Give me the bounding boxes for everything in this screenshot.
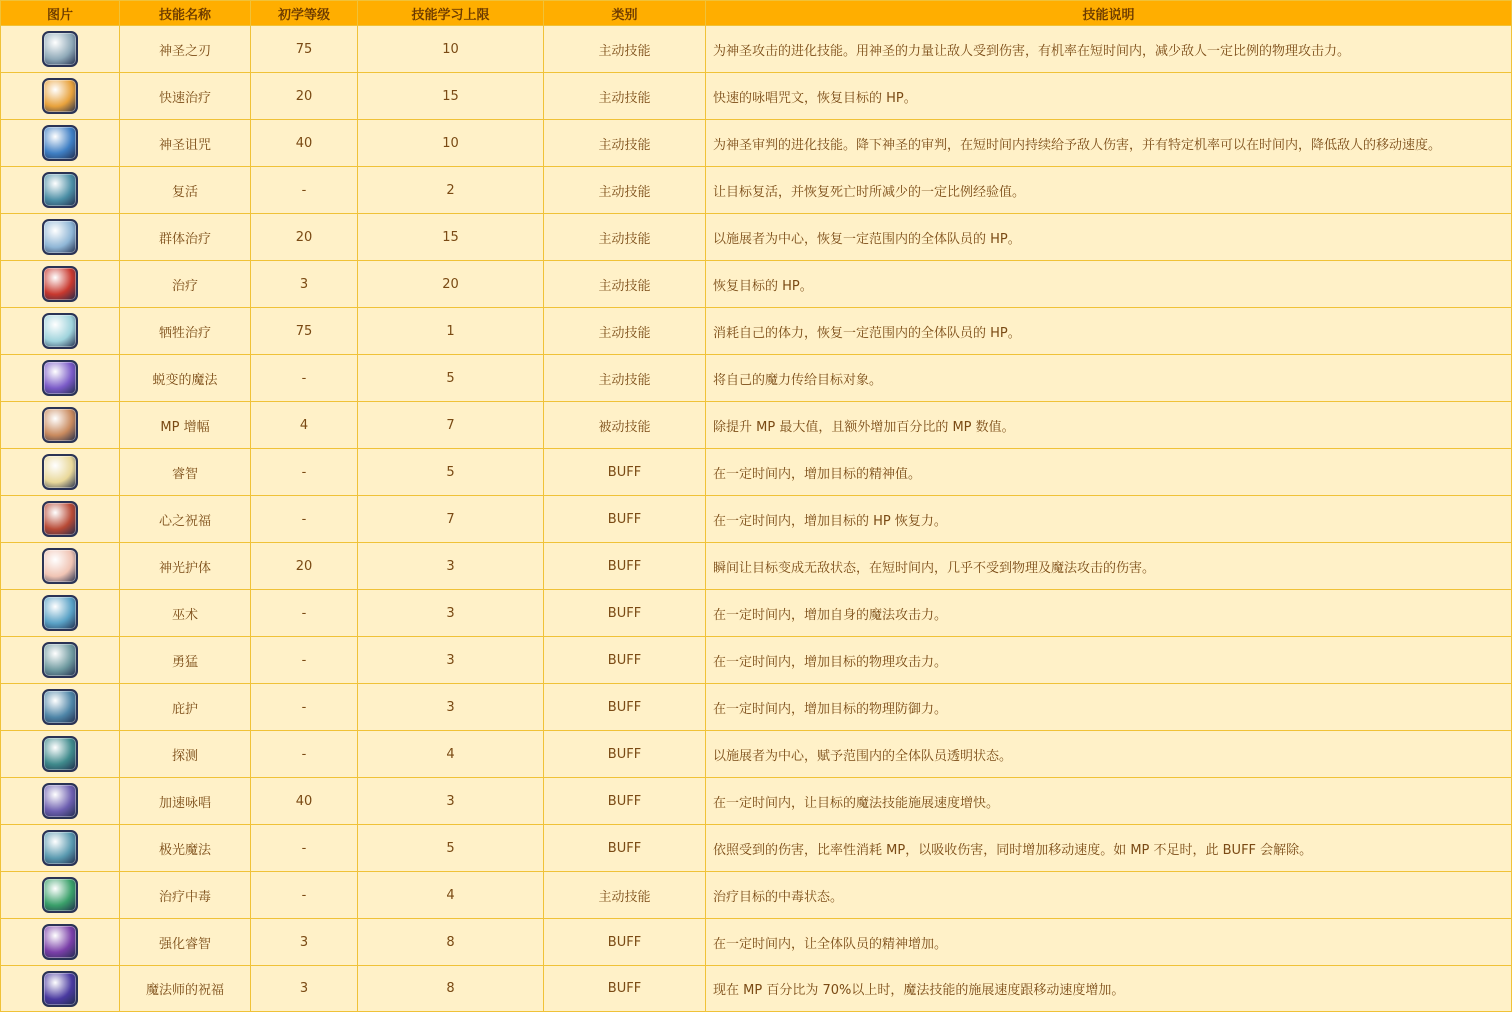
skill-max-level: 5: [358, 449, 544, 496]
skill-category: 主动技能: [544, 261, 706, 308]
group-heal-icon: [42, 219, 78, 255]
skill-max-level: 10: [358, 26, 544, 73]
skill-icon-cell: [1, 167, 120, 214]
skill-name: 魔法师的祝福: [120, 966, 251, 1012]
skill-icon-cell: [1, 214, 120, 261]
skill-description: 在一定时间内，让目标的魔法技能施展速度增快。: [706, 778, 1512, 825]
skill-icon-cell: [1, 355, 120, 402]
skill-max-level: 7: [358, 402, 544, 449]
table-row: [1, 26, 1512, 73]
skill-max-level: 15: [358, 214, 544, 261]
table-row: [1, 308, 1512, 355]
skill-start-level: 20: [251, 214, 358, 261]
table-row: [1, 966, 1512, 1012]
skill-description: 治疗目标的中毒状态。: [706, 872, 1512, 919]
skill-category: BUFF: [544, 919, 706, 966]
table-row: [1, 120, 1512, 167]
skill-description: 为神圣攻击的进化技能。用神圣的力量让敌人受到伤害，有机率在短时间内，减少敌人一定比例的物理攻击力。: [706, 26, 1512, 73]
skill-category: 主动技能: [544, 26, 706, 73]
table-row: [1, 919, 1512, 966]
skill-start-level: -: [251, 637, 358, 684]
skill-category: BUFF: [544, 590, 706, 637]
skill-name: 神圣诅咒: [120, 120, 251, 167]
skill-name: 巫术: [120, 590, 251, 637]
skill-max-level: 1: [358, 308, 544, 355]
skill-start-level: -: [251, 355, 358, 402]
skill-start-level: 40: [251, 778, 358, 825]
skill-start-level: 20: [251, 73, 358, 120]
table-row: [1, 825, 1512, 872]
skill-description: 以施展者为中心，恢复一定范围内的全体队员的 HP。: [706, 214, 1512, 261]
header-icon: 图片: [1, 1, 120, 26]
skill-icon-cell: [1, 966, 120, 1012]
table-row: [1, 449, 1512, 496]
skill-description: 瞬间让目标变成无敌状态，在短时间内，几乎不受到物理及魔法攻击的伤害。: [706, 543, 1512, 590]
skill-description: 现在 MP 百分比为 70%以上时，魔法技能的施展速度跟移动速度增加。: [706, 966, 1512, 1012]
skill-category: 主动技能: [544, 308, 706, 355]
skill-max-level: 5: [358, 355, 544, 402]
skill-name: MP 增幅: [120, 402, 251, 449]
skill-name: 快速治疗: [120, 73, 251, 120]
sorcery-icon: [42, 595, 78, 631]
mage-blessing-icon: [42, 971, 78, 1007]
skill-description: 快速的咏唱咒文，恢复目标的 HP。: [706, 73, 1512, 120]
skill-max-level: 5: [358, 825, 544, 872]
skill-start-level: 75: [251, 308, 358, 355]
skill-name: 极光魔法: [120, 825, 251, 872]
enhanced-wisdom-icon: [42, 924, 78, 960]
skill-category: BUFF: [544, 825, 706, 872]
skill-max-level: 7: [358, 496, 544, 543]
resurrect-icon: [42, 172, 78, 208]
skill-description: 在一定时间内，让全体队员的精神增加。: [706, 919, 1512, 966]
skill-icon-cell: [1, 261, 120, 308]
heal-icon: [42, 266, 78, 302]
skill-max-level: 3: [358, 684, 544, 731]
skill-max-level: 4: [358, 872, 544, 919]
skill-name: 蜕变的魔法: [120, 355, 251, 402]
skill-description: 让目标复活，并恢复死亡时所减少的一定比例经验值。: [706, 167, 1512, 214]
skill-icon-cell: [1, 872, 120, 919]
header-max-level: 技能学习上限: [358, 1, 544, 26]
cure-poison-icon: [42, 877, 78, 913]
skill-description: 为神圣审判的进化技能。降下神圣的审判，在短时间内持续给予敌人伤害，并有特定机率可以在时间内，降低敌人的移动速度。: [706, 120, 1512, 167]
skill-max-level: 10: [358, 120, 544, 167]
skill-description: 在一定时间内，增加目标的物理攻击力。: [706, 637, 1512, 684]
protection-icon: [42, 689, 78, 725]
skill-start-level: 20: [251, 543, 358, 590]
skill-description: 在一定时间内，增加目标的 HP 恢复力。: [706, 496, 1512, 543]
skill-start-level: -: [251, 590, 358, 637]
table-row: [1, 778, 1512, 825]
skill-name: 治疗: [120, 261, 251, 308]
skill-start-level: -: [251, 872, 358, 919]
skill-name: 牺牲治疗: [120, 308, 251, 355]
skill-start-level: 4: [251, 402, 358, 449]
wisdom-icon: [42, 454, 78, 490]
skill-icon-cell: [1, 825, 120, 872]
skill-icon-cell: [1, 731, 120, 778]
skill-category: BUFF: [544, 449, 706, 496]
skill-max-level: 8: [358, 966, 544, 1012]
skill-icon-cell: [1, 637, 120, 684]
skill-name: 探测: [120, 731, 251, 778]
skill-category: 主动技能: [544, 355, 706, 402]
skill-start-level: -: [251, 825, 358, 872]
skill-start-level: -: [251, 684, 358, 731]
skill-max-level: 3: [358, 543, 544, 590]
skill-icon-cell: [1, 496, 120, 543]
skill-category: BUFF: [544, 966, 706, 1012]
skill-start-level: -: [251, 449, 358, 496]
table-row: [1, 590, 1512, 637]
skill-name: 群体治疗: [120, 214, 251, 261]
skill-icon-cell: [1, 919, 120, 966]
skill-category: BUFF: [544, 543, 706, 590]
quick-heal-icon: [42, 78, 78, 114]
skill-max-level: 4: [358, 731, 544, 778]
skill-icon-cell: [1, 684, 120, 731]
skill-start-level: -: [251, 496, 358, 543]
skill-category: 被动技能: [544, 402, 706, 449]
skill-name: 强化睿智: [120, 919, 251, 966]
header-category: 类别: [544, 1, 706, 26]
skill-category: 主动技能: [544, 73, 706, 120]
table-row: [1, 872, 1512, 919]
skill-category: BUFF: [544, 778, 706, 825]
mp-boost-icon: [42, 407, 78, 443]
skill-max-level: 2: [358, 167, 544, 214]
bravery-icon: [42, 642, 78, 678]
table-header-row: [1, 1, 1512, 26]
skill-category: 主动技能: [544, 120, 706, 167]
skill-name: 复活: [120, 167, 251, 214]
skull-curse-icon: [42, 125, 78, 161]
skill-description: 消耗自己的体力，恢复一定范围内的全体队员的 HP。: [706, 308, 1512, 355]
aurora-magic-icon: [42, 830, 78, 866]
table-row: [1, 543, 1512, 590]
table-row: [1, 496, 1512, 543]
table-row: [1, 261, 1512, 308]
skill-icon-cell: [1, 73, 120, 120]
table-row: [1, 214, 1512, 261]
skill-icon-cell: [1, 402, 120, 449]
table-row: [1, 167, 1512, 214]
skill-max-level: 3: [358, 637, 544, 684]
skill-name: 神圣之刃: [120, 26, 251, 73]
table-row: [1, 355, 1512, 402]
sacrifice-heal-icon: [42, 313, 78, 349]
heart-blessing-icon: [42, 501, 78, 537]
skill-max-level: 15: [358, 73, 544, 120]
haste-chant-icon: [42, 783, 78, 819]
skill-start-level: -: [251, 167, 358, 214]
skill-icon-cell: [1, 308, 120, 355]
skill-description: 在一定时间内，增加目标的精神值。: [706, 449, 1512, 496]
detection-icon: [42, 736, 78, 772]
skill-name: 睿智: [120, 449, 251, 496]
skill-description: 依照受到的伤害，比率性消耗 MP，以吸收伤害，同时增加移动速度。如 MP 不足时，此 BUFF 会解除。: [706, 825, 1512, 872]
skill-name: 勇猛: [120, 637, 251, 684]
header-description: 技能说明: [706, 1, 1512, 26]
skill-category: BUFF: [544, 684, 706, 731]
header-skill-name: 技能名称: [120, 1, 251, 26]
table-row: [1, 73, 1512, 120]
skill-start-level: 75: [251, 26, 358, 73]
skill-max-level: 3: [358, 778, 544, 825]
skill-max-level: 3: [358, 590, 544, 637]
skill-max-level: 20: [358, 261, 544, 308]
skill-category: BUFF: [544, 637, 706, 684]
skill-start-level: 3: [251, 261, 358, 308]
mana-transfer-icon: [42, 360, 78, 396]
skill-description: 恢复目标的 HP。: [706, 261, 1512, 308]
table-row: [1, 637, 1512, 684]
header-start-level: 初学等级: [251, 1, 358, 26]
skill-description: 在一定时间内，增加目标的物理防御力。: [706, 684, 1512, 731]
skill-icon-cell: [1, 543, 120, 590]
skill-icon-cell: [1, 778, 120, 825]
skill-description: 将自己的魔力传给目标对象。: [706, 355, 1512, 402]
skill-icon-cell: [1, 26, 120, 73]
skill-category: BUFF: [544, 731, 706, 778]
skill-start-level: 3: [251, 966, 358, 1012]
skill-category: 主动技能: [544, 214, 706, 261]
skill-start-level: 3: [251, 919, 358, 966]
skill-description: 除提升 MP 最大值，且额外增加百分比的 MP 数值。: [706, 402, 1512, 449]
skill-icon-cell: [1, 590, 120, 637]
skill-name: 神光护体: [120, 543, 251, 590]
skill-name: 庇护: [120, 684, 251, 731]
skill-description: 以施展者为中心，赋予范围内的全体队员透明状态。: [706, 731, 1512, 778]
skill-icon-cell: [1, 120, 120, 167]
skill-start-level: -: [251, 731, 358, 778]
skill-category: 主动技能: [544, 872, 706, 919]
skill-name: 加速咏唱: [120, 778, 251, 825]
skill-max-level: 8: [358, 919, 544, 966]
table-row: [1, 731, 1512, 778]
skill-icon-cell: [1, 449, 120, 496]
table-row: [1, 684, 1512, 731]
skill-description: 在一定时间内，增加自身的魔法攻击力。: [706, 590, 1512, 637]
skill-start-level: 40: [251, 120, 358, 167]
skill-category: BUFF: [544, 496, 706, 543]
skill-name: 治疗中毒: [120, 872, 251, 919]
divine-shield-icon: [42, 548, 78, 584]
holy-blade-icon: [42, 31, 78, 67]
skill-category: 主动技能: [544, 167, 706, 214]
skill-name: 心之祝福: [120, 496, 251, 543]
table-row: [1, 402, 1512, 449]
